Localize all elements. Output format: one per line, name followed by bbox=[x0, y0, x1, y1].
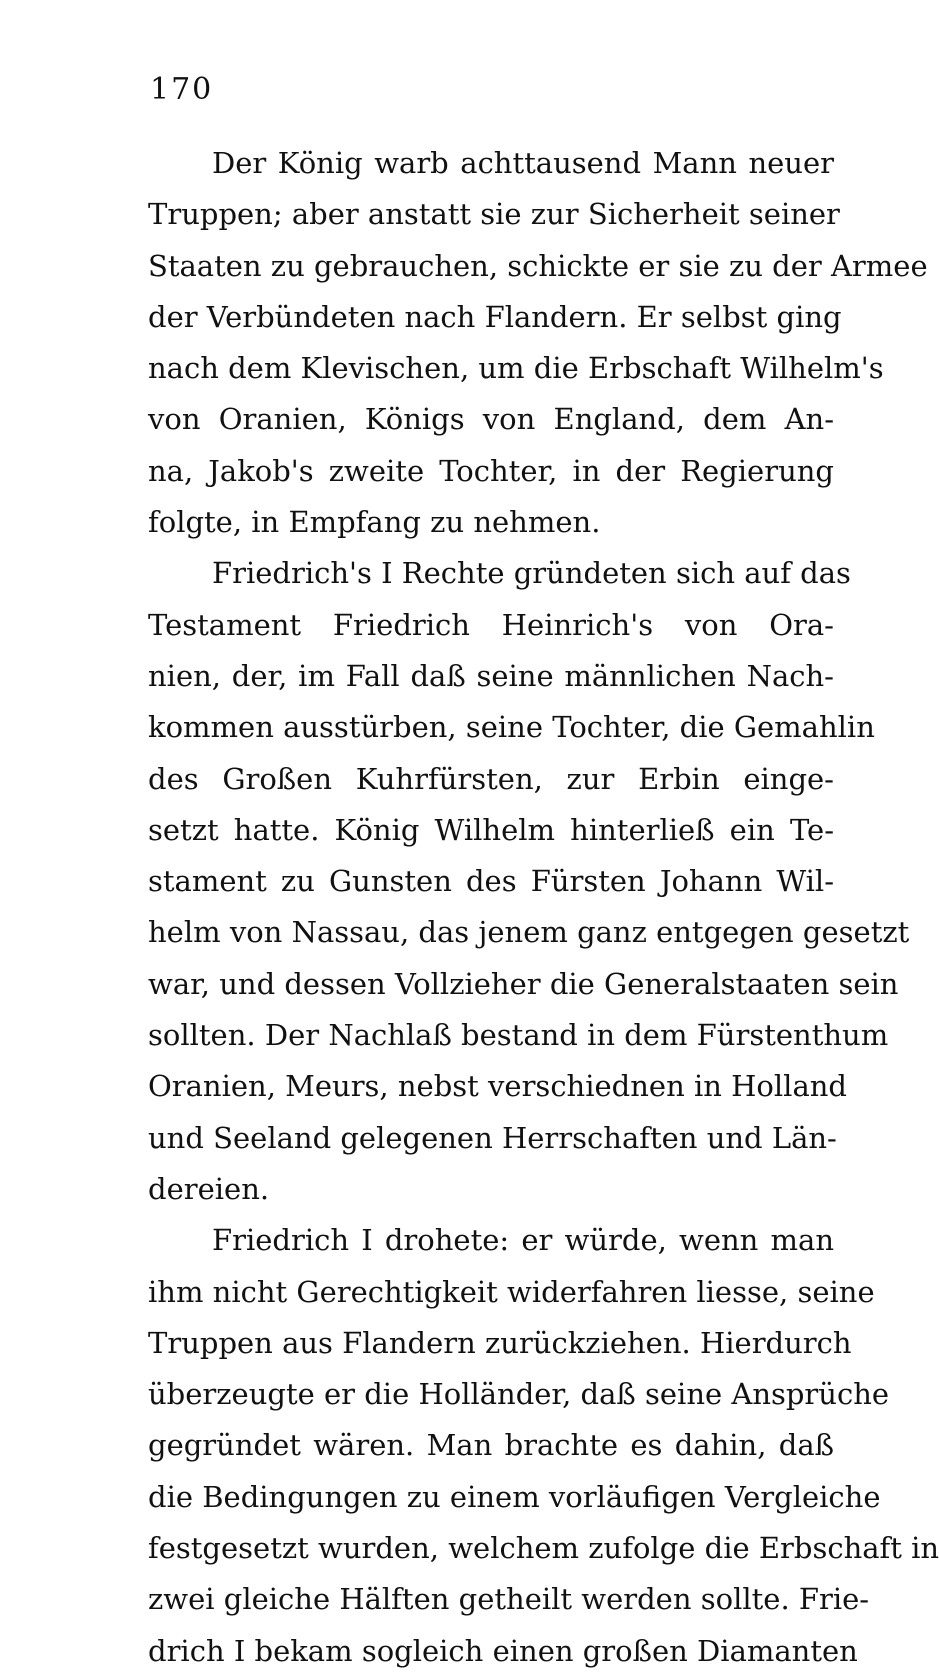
text-line: und Seeland gelegenen Herrschaften und Län- bbox=[148, 1120, 837, 1155]
text-line: Staaten zu gebrauchen, schickte er sie zu der Armee bbox=[148, 248, 928, 283]
text-line: na, Jakob's zweite Tochter, in der Regierung bbox=[148, 453, 834, 488]
text-line: festgesetzt wurden, welchem zufolge die Erbschaft in bbox=[148, 1531, 939, 1566]
text-line: stament zu Gunsten des Fürsten Johann Wil- bbox=[148, 864, 834, 899]
text-line: Friedrich I drohete: er würde, wenn man bbox=[212, 1223, 834, 1258]
text-line: überzeugte er die Holländer, daß seine Ansprüche bbox=[148, 1377, 890, 1412]
paragraph-2 bbox=[148, 548, 910, 1215]
paragraph-3 bbox=[148, 1215, 939, 1677]
text-line: Truppen; aber anstatt sie zur Sicherheit seiner bbox=[148, 197, 840, 232]
text-line: Truppen aus Flandern zurückziehen. Hierdurch bbox=[148, 1325, 852, 1360]
text-line: helm von Nassau, das jenem ganz entgegen gesetzt bbox=[148, 915, 910, 950]
text-line: sollten. Der Nachlaß bestand in dem Fürstenthum bbox=[148, 1018, 889, 1053]
paragraph-1 bbox=[148, 138, 928, 548]
text-line: zwei gleiche Hälften getheilt werden sollte. Frie- bbox=[148, 1582, 870, 1617]
text-line: setzt hatte. König Wilhelm hinterließ ein Te- bbox=[148, 812, 834, 847]
text-line: die Bedingungen zu einem vorläufigen Vergleiche bbox=[148, 1479, 881, 1514]
text-line: folgte, in Empfang zu nehmen. bbox=[148, 505, 601, 540]
text-line: der Verbündeten nach Flandern. Er selbst ging bbox=[148, 299, 842, 334]
text-line: nach dem Klevischen, um die Erbschaft Wilhelm's bbox=[148, 351, 884, 386]
text-line: Oranien, Meurs, nebst verschiednen in Holland bbox=[148, 1069, 847, 1104]
text-line: ihm nicht Gerechtigkeit widerfahren liesse, seine bbox=[148, 1274, 875, 1309]
text-line: drich I bekam sogleich einen großen Diamanten bbox=[148, 1633, 858, 1668]
text-line: nien, der, im Fall daß seine männlichen Nach- bbox=[148, 658, 834, 693]
text-line: von Oranien, Königs von England, dem An- bbox=[148, 402, 834, 437]
body-text bbox=[148, 138, 939, 1677]
text-line: dereien. bbox=[148, 1171, 270, 1206]
text-line: kommen ausstürben, seine Tochter, die Gemahlin bbox=[148, 710, 875, 745]
page-number: 170 bbox=[150, 72, 214, 107]
text-line: war, und dessen Vollzieher die Generalstaaten sein bbox=[148, 966, 899, 1001]
text-line: gegründet wären. Man brachte es dahin, daß bbox=[148, 1428, 834, 1463]
text-line: Friedrich's I Rechte gründeten sich auf das bbox=[212, 556, 851, 591]
text-line: des Großen Kuhrfürsten, zur Erbin einge- bbox=[148, 761, 834, 796]
text-line: Der König warb achttausend Mann neuer bbox=[212, 146, 834, 180]
text-line: Testament Friedrich Heinrich's von Ora- bbox=[148, 607, 834, 642]
